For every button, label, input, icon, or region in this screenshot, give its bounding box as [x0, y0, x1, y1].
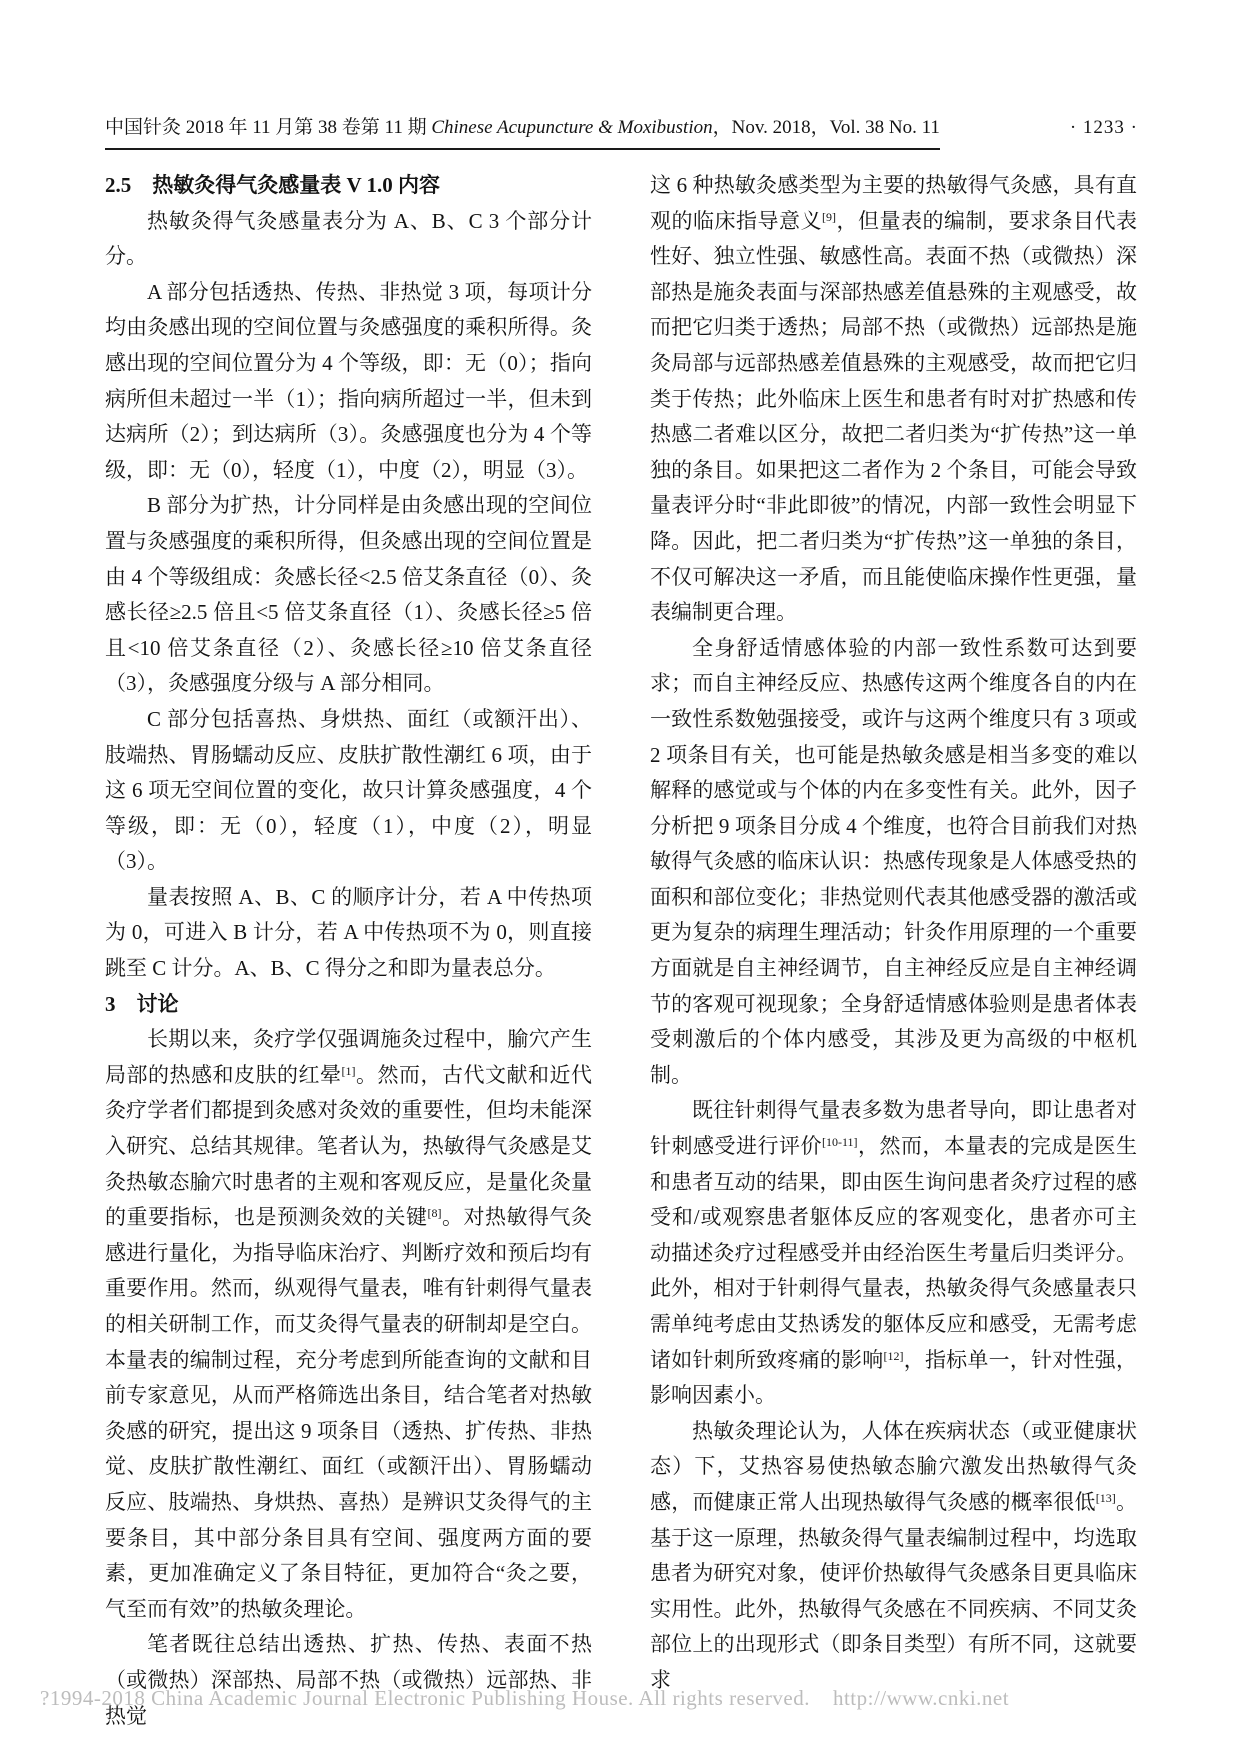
section-heading: 3 讨论	[105, 991, 179, 1016]
journal-citation-line	[105, 112, 940, 150]
left-column	[105, 168, 592, 1734]
citation-reference: [8]	[427, 1206, 442, 1221]
citation-reference: [13]	[1095, 1490, 1116, 1505]
page-number: · 1233 ·	[1069, 117, 1138, 138]
copyright-footer: ?1994-2018 China Academic Journal Electronic Publishing House. All rights reserved. http://www.cnki.net	[40, 1686, 1010, 1710]
citation-reference: [1]	[341, 1063, 356, 1078]
paragraph: 笔者既往总结出透热、扩热、传热、表面不热（或微热）深部热、局部不热（或微热）远部热、非热觉	[105, 1632, 592, 1728]
citation-reference: [10-11]	[821, 1135, 858, 1150]
paragraph: 这 6 种热敏灸感类型为主要的热敏得气灸感，具有直观的临床指导意义[9]，但量表的编制，要求条目代表性好、独立性强、敏感性高。表面不热（或微热）深部热是施灸表面与深部热感差值悬殊的主观感受，故而把它归类于透热；局部不热（或微热）远部热是施灸局部与远部热感差值悬殊的主观感受，故而把它归类于传热；此外临床上医生和患者有时对扩热感和传热感二者难以区分，故把二者归类为“扩传热”这一单独的条目。如果把这二者作为 2 个条目，可能会导致量表评分时“非此即彼”的情况，内部一致性会明显下降。因此，把二者归类为“扩传热”这一单独的条目，不仅可解决这一矛盾，而且能使临床操作性更强，量表编制更合理。	[650, 173, 1137, 625]
paragraph: C 部分包括喜热、身烘热、面红（或额汗出）、肢端热、胃肠蠕动反应、皮肤扩散性潮红 6 项，由于这 6 项无空间位置的变化，故只计算灸感强度，4 个等级，即：无（0），轻度（1），中度（2），明显（3）。	[105, 706, 592, 874]
paragraph: 热敏灸理论认为，人体在疾病状态（或亚健康状态）下，艾热容易使热敏态腧穴激发出热敏得气灸感，而健康正常人出现热敏得气灸感的概率很低[13]。基于这一原理，热敏灸得气量表编制过程中，均选取患者为研究对象，使评价热敏得气灸感条目更具临床实用性。此外，热敏得气灸感在不同疾病、不同艾灸部位上的出现形式（即条目类型）有所不同，这就要求	[650, 1418, 1138, 1692]
citation-reference: [12]	[883, 1348, 904, 1363]
paragraph: B 部分为扩热，计分同样是由灸感出现的空间位置与灸感强度的乘积所得，但灸感出现的空间位置是由 4 个等级组成：灸感长径<2.5 倍艾条直径（0）、灸感长径≥2.5 倍且<5 倍艾条直径（1）、灸感长径≥5 倍且<10 倍艾条直径（2）、灸感长径≥10 倍艾条直径（3），灸感强度分级与 A 部分相同。	[105, 493, 592, 696]
paragraph: 长期以来，灸疗学仅强调施灸过程中，腧穴产生局部的热感和皮肤的红晕[1]。然而，古代文献和近代灸疗学者们都提到灸感对灸效的重要性，但均未能深入研究、总结其规律。笔者认为，热敏得气灸感是艾灸热敏态腧穴时患者的主观和客观反应，是量化灸量的重要指标，也是预测灸效的关键[8]。对热敏得气灸感进行量化，为指导临床治疗、判断疗效和预后均有重要作用。然而，纵观得气量表，唯有针刺得气量表的相关研制工作，而艾灸得气量表的研制却是空白。本量表的编制过程，充分考虑到所能查询的文献和目前专家意见，从而严格筛选出条目，结合笔者对热敏灸感的研究，提出这 9 项条目（透热、扩传热、非热觉、皮肤扩散性潮红、面红（或额汗出）、胃肠蠕动反应、肢端热、身烘热、喜热）是辨识艾灸得气的主要条目，其中部分条目具有空间、强度两方面的要素，更加准确定义了条目特征，更加符合“灸之要，气至而有效”的热敏灸理论。	[105, 1027, 592, 1621]
journal-title-chinese: 中国针灸 2018 年 11 月第 38 卷第 11 期	[105, 117, 432, 138]
paragraph: 量表按照 A、B、C 的顺序计分，若 A 中传热项为 0，可进入 B 计分，若 A 中传热项不为 0，则直接跳至 C 计分。A、B、C 得分之和即为量表总分。	[105, 884, 592, 981]
paragraph: 全身舒适情感体验的内部一致性系数可达到要求；而自主神经反应、热感传这两个维度各自的内在一致性系数勉强接受，或许与这两个维度只有 3 项或 2 项条目有关，也可能是热敏灸感是相当多变的难以解释的感觉或与个体的内在多变性有关。此外，因子分析把 9 项条目分成 4 个维度，也符合目前我们对热敏得气灸感的临床认识：热感传现象是人体感受热的面积和部位变化；非热觉则代表其他感受器的激活或更为复杂的病理生理活动；针灸作用原理的一个重要方面就是自主神经调节，自主神经反应是自主神经调节的客观可视现象；全身舒适情感体验则是患者体表受刺激后的个体内感受，其涉及更为高级的中枢机制。	[650, 635, 1137, 1087]
journal-title-english: Chinese Acupuncture & Moxibustion	[431, 117, 713, 138]
citation-reference: [9]	[822, 209, 836, 224]
section-heading: 2.5 热敏灸得气灸感量表 V 1.0 内容	[105, 173, 441, 197]
running-head	[105, 112, 1138, 150]
right-column	[650, 168, 1137, 1734]
paragraph: 热敏灸得气灸感量表分为 A、B、C 3 个部分计分。	[105, 208, 592, 269]
article-body	[105, 168, 1137, 1734]
journal-issue-info: ，Nov. 2018，Vol. 38 No. 11	[712, 117, 940, 138]
paragraph: A 部分包括透热、传热、非热觉 3 项，每项计分均由灸感出现的空间位置与灸感强度的乘积所得。灸感出现的空间位置分为 4 个等级，即：无（0）；指向病所但未超过一半（1）；指向病所超过一半，但未到达病所（2）；到达病所（3）。灸感强度也分为 4 个等级，即：无（0），轻度（1），中度（2），明显（3）。	[105, 279, 592, 482]
paragraph: 既往针刺得气量表多数为患者导向，即让患者对针刺感受进行评价[10-11]，然而，本量表的完成是医生和患者互动的结果，即由医生询问患者灸疗过程的感受和/或观察患者躯体反应的客观变化，患者亦可主动描述灸疗过程感受并由经治医生考量后归类评分。此外，相对于针刺得气量表，热敏灸得气灸感量表只需单纯考虑由艾热诱发的躯体反应和感受，无需考虑诸如针刺所致疼痛的影响[12]，指标单一，针对性强，影响因素小。	[650, 1098, 1138, 1408]
